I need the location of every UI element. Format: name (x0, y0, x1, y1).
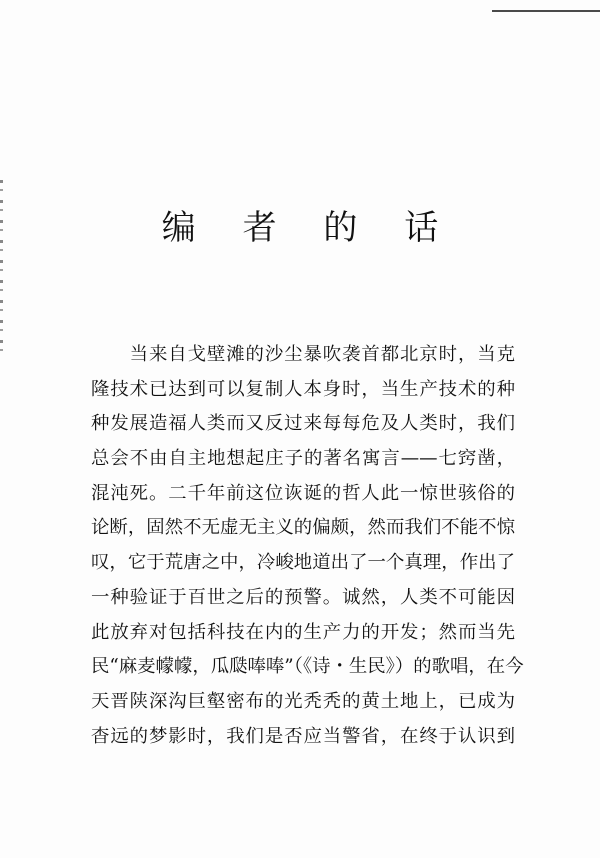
paragraph-line: 论断，固然不无虚无主义的偏颇，然而我们不能不惊 (91, 517, 515, 539)
paragraph-line: 种发展造福人类而又反过来每每危及人类时，我们 (91, 413, 515, 435)
paragraph-line: 当来自戈壁滩的沙尘暴吹袭首都北京时，当克 (91, 344, 515, 365)
page-title: 编 者 的 话 (161, 208, 457, 248)
paragraph-line: 此放弃对包括科技在内的生产力的开发；然而当先 (91, 621, 515, 643)
paragraph-line: 隆技术已达到可以复制人本身时，当生产技术的种 (91, 378, 515, 400)
paragraph-line: 民“麻麦幪幪，瓜瓞唪唪”（《诗・生民》）的歌唱，在今 (91, 656, 524, 678)
scan-border-rule (492, 10, 600, 12)
paragraph-line: 叹，它于荒唐之中，冷峻地道出了一个真理，作出了 (91, 552, 515, 574)
body-paragraph (91, 338, 524, 754)
paragraph-line: 一种验证于百世之后的预警。诚然，人类不可能因 (91, 586, 515, 608)
paragraph-line: 天晋陕深沟巨壑密布的光秃秃的黄土地上，已成为 (91, 690, 515, 712)
paragraph-line: 混沌死。二千年前这位诙诞的哲人此一惊世骇俗的 (91, 482, 515, 504)
paragraph-line: 杳远的梦影时，我们是否应当警省，在终于认识到 (91, 725, 515, 747)
paragraph-line: 总会不由自主地想起庄子的著名寓言——七窍凿， (91, 448, 515, 470)
